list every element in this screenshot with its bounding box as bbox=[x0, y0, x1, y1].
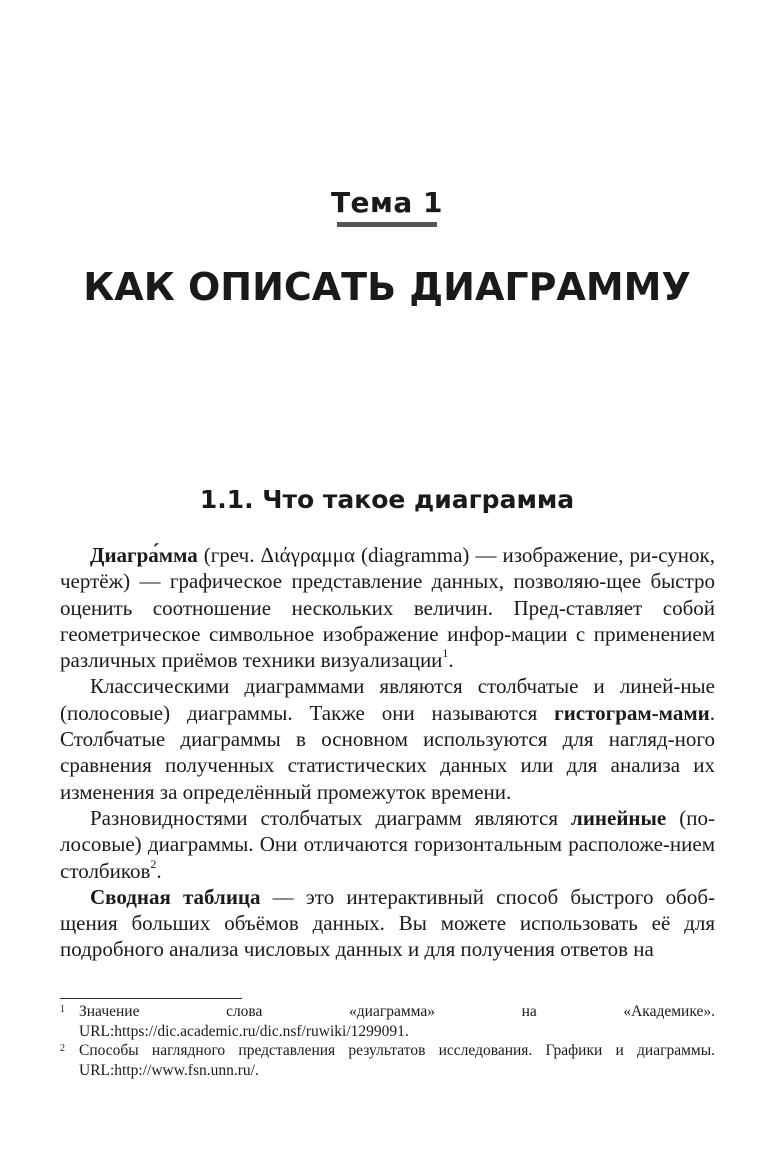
paragraph-1-text: (греч. Διάγραμμα (diagramma) — изображение, ри-сунок, чертёж) — графическое представление данных, позволяю-щее быстро оценить соотношение нескольких величин. Пред-ставляет собой геометрическое символьное изображение инфор-мации с применением различных приёмов техники визуализации bbox=[60, 543, 715, 673]
term-diagram: Диагра́мма bbox=[90, 543, 198, 567]
footnote-text: Способы наглядного представления результатов исследования. Графики и диаграммы. URL:http://www.fsn.unn.ru/. bbox=[79, 1042, 715, 1079]
footnote-1 bbox=[60, 1002, 715, 1041]
footnote-2 bbox=[60, 1041, 715, 1080]
footnote-number: 1 bbox=[60, 1004, 65, 1015]
paragraph-2-text-after: . Столбчатые диаграммы в основном используются для нагляд-ного сравнения полученных статистических данных или для анализа их изменения за определённый промежуток времени. bbox=[60, 700, 715, 804]
paragraph-3-text-after: (по-лосовые) диаграммы. Они отличаются горизонтальным расположе-нием столбиков bbox=[60, 805, 715, 883]
footnotes bbox=[60, 1002, 715, 1080]
footnote-text: Значение слова «диаграмма» на «Академике». URL:https://dic.academic.ru/dic.nsf/ruwiki/1299091. bbox=[79, 1003, 715, 1040]
term-linear: линейные bbox=[571, 805, 667, 830]
body-text bbox=[60, 542, 715, 963]
topic-underline bbox=[337, 222, 437, 227]
term-histograms: гистограм-мами bbox=[554, 700, 710, 725]
footnote-ref-1[interactable]: 1 bbox=[442, 646, 449, 661]
section-title: 1.1. Что такое диаграмма bbox=[199, 485, 575, 514]
paragraph-2-text-before: Классическими диаграммами являются столбчатые и линей-ные (полосовые) диаграммы. Также они называются bbox=[60, 674, 715, 725]
footnote-ref-2[interactable]: 2 bbox=[150, 856, 157, 871]
term-pivot-table: Сводная таблица bbox=[90, 884, 261, 909]
paragraph-2 bbox=[60, 673, 715, 804]
chapter-title: КАК ОПИСАТЬ ДИАГРАММУ bbox=[83, 265, 691, 309]
paragraph-3 bbox=[60, 805, 715, 884]
footnote-separator bbox=[60, 998, 242, 999]
paragraph-3-end: . bbox=[156, 858, 162, 883]
paragraph-4 bbox=[60, 884, 715, 963]
paragraph-3-text-before: Разновидностями столбчатых диаграмм являются bbox=[90, 805, 572, 830]
paragraph-4-text: — это интерактивный способ быстрого обоб-щения больших объёмов данных. Вы можете использовать её для подробного анализа числовых данных и для получения ответов на bbox=[60, 884, 715, 962]
paragraph-1-end: . bbox=[448, 648, 454, 673]
footnote-number: 2 bbox=[60, 1043, 65, 1054]
paragraph-1 bbox=[60, 542, 715, 673]
topic-label: Тема 1 bbox=[330, 186, 444, 219]
